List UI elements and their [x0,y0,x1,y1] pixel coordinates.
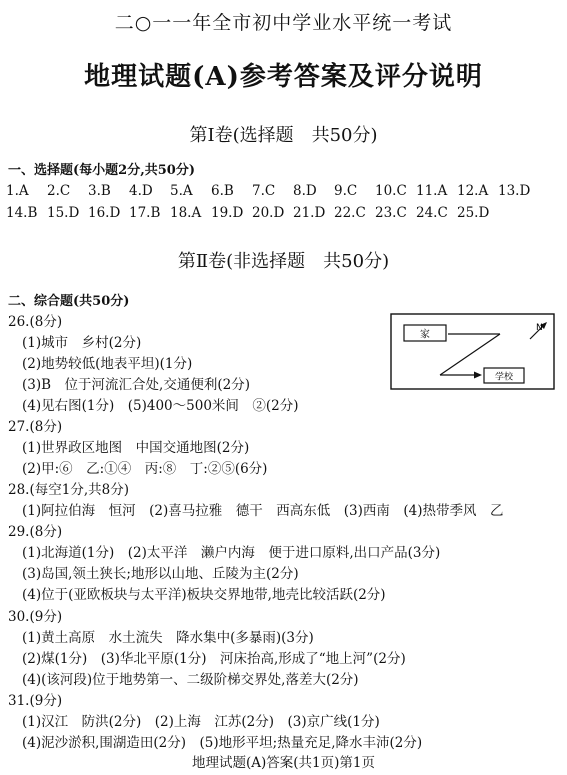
q29-line-1: (1)北海道(1分) (2)太平洋 濑户内海 便于进口原料,出口产品(3分) [22,545,441,561]
q27-head: 27.(8分) [8,419,63,435]
mcq-answer: 3.B [88,183,111,199]
q26-line-2: (2)地势较低(地表平坦)(1分) [22,356,193,372]
mcq-answer: 23.C [375,205,407,221]
q28-line-1: (1)阿拉伯海 恒河 (2)喜马拉雅 德干 西高东低 (3)西南 (4)热带季风 乙 [22,503,504,519]
mcq-answer: 13.D [498,183,531,199]
mcq-answer: 24.C [416,205,448,221]
q30-line-2: (2)煤(1分) (3)华北平原(1分) 河床抬高,形成了“地上河”(2分) [22,651,406,667]
mcq-answer: 20.D [252,205,285,221]
exam-title: 二○一一年全市初中学业水平统一考试 [114,12,453,34]
mcq-answer: 7.C [252,183,276,199]
q29-line-3: (4)位于(亚欧板块与太平洋)板块交界地带,地壳比较活跃(2分) [22,587,386,603]
q31-head: 31.(9分) [8,693,63,709]
q31-line-2: (4)泥沙淤积,围湖造田(2分) (5)地形平坦;热量充足,降水丰沛(2分) [22,735,423,751]
q27-line-2: (2)甲:⑥ 乙:①④ 丙:⑧ 丁:②⑤(6分) [22,461,268,477]
q26-line-3: (3)B 位于河流汇合处,交通便利(2分) [22,377,250,393]
mcq-answer: 12.A [457,183,489,199]
mcq-answer: 22.C [334,205,366,221]
north-label: N [536,323,543,333]
q29-head: 29.(8分) [8,524,63,540]
mcq-answer: 21.D [293,205,326,221]
mcq-answer: 14.B [6,205,38,221]
q28-head: 28.(每空1分,共8分) [8,482,129,498]
mcq-answer: 15.D [47,205,80,221]
part2-title: 第Ⅱ卷(非选择题 共50分) [177,251,390,272]
home-label: 家 [420,329,430,341]
q31-line-1: (1)汉江 防洪(2分) (2)上海 江苏(2分) (3)京广线(1分) [22,714,380,730]
mcq-answer: 6.B [211,183,234,199]
part1-title: 第Ⅰ卷(选择题 共50分) [189,125,378,146]
q26-line-1: (1)城市 乡村(2分) [22,335,142,351]
mcq-answer: 10.C [375,183,407,199]
section2-label: 二、综合题(共50分) [8,294,130,309]
school-label: 学校 [494,372,514,383]
mcq-answer: 17.B [129,205,161,221]
mcq-answer: 25.D [457,205,490,221]
mcq-answer: 18.A [170,205,202,221]
q30-head: 30.(9分) [8,609,63,625]
q30-line-1: (1)黄土高原 水土流失 降水集中(多暴雨)(3分) [22,630,314,646]
section1-label: 一、选择题(每小题2分,共50分) [8,163,195,178]
mcq-answer: 11.A [416,183,448,199]
page-footer: 地理试题(A)答案(共1页)第1页 [192,755,375,771]
mcq-answer: 4.D [129,183,153,199]
q27-line-1: (1)世界政区地图 中国交通地图(2分) [22,440,250,456]
main-title: 地理试题(A)参考答案及评分说明 [84,62,483,92]
mcq-answer: 1.A [6,183,29,199]
q30-line-3: (4)(该河段)位于地势第一、二级阶梯交界处,落差大(2分) [22,672,359,688]
q26-head: 26.(8分) [8,314,63,330]
q26-line-4: (4)见右图(1分) (5)400～500米间 ②(2分) [22,398,299,414]
mcq-answer: 5.A [170,183,193,199]
mcq-answer: 8.D [293,183,317,199]
mcq-answer: 19.D [211,205,244,221]
mcq-answer: 16.D [88,205,121,221]
mcq-answer: 2.C [47,183,71,199]
home-school-route-diagram [390,313,555,390]
q29-line-2: (3)岛国,领土狭长;地形以山地、丘陵为主(2分) [22,566,299,582]
mcq-answer: 9.C [334,183,358,199]
